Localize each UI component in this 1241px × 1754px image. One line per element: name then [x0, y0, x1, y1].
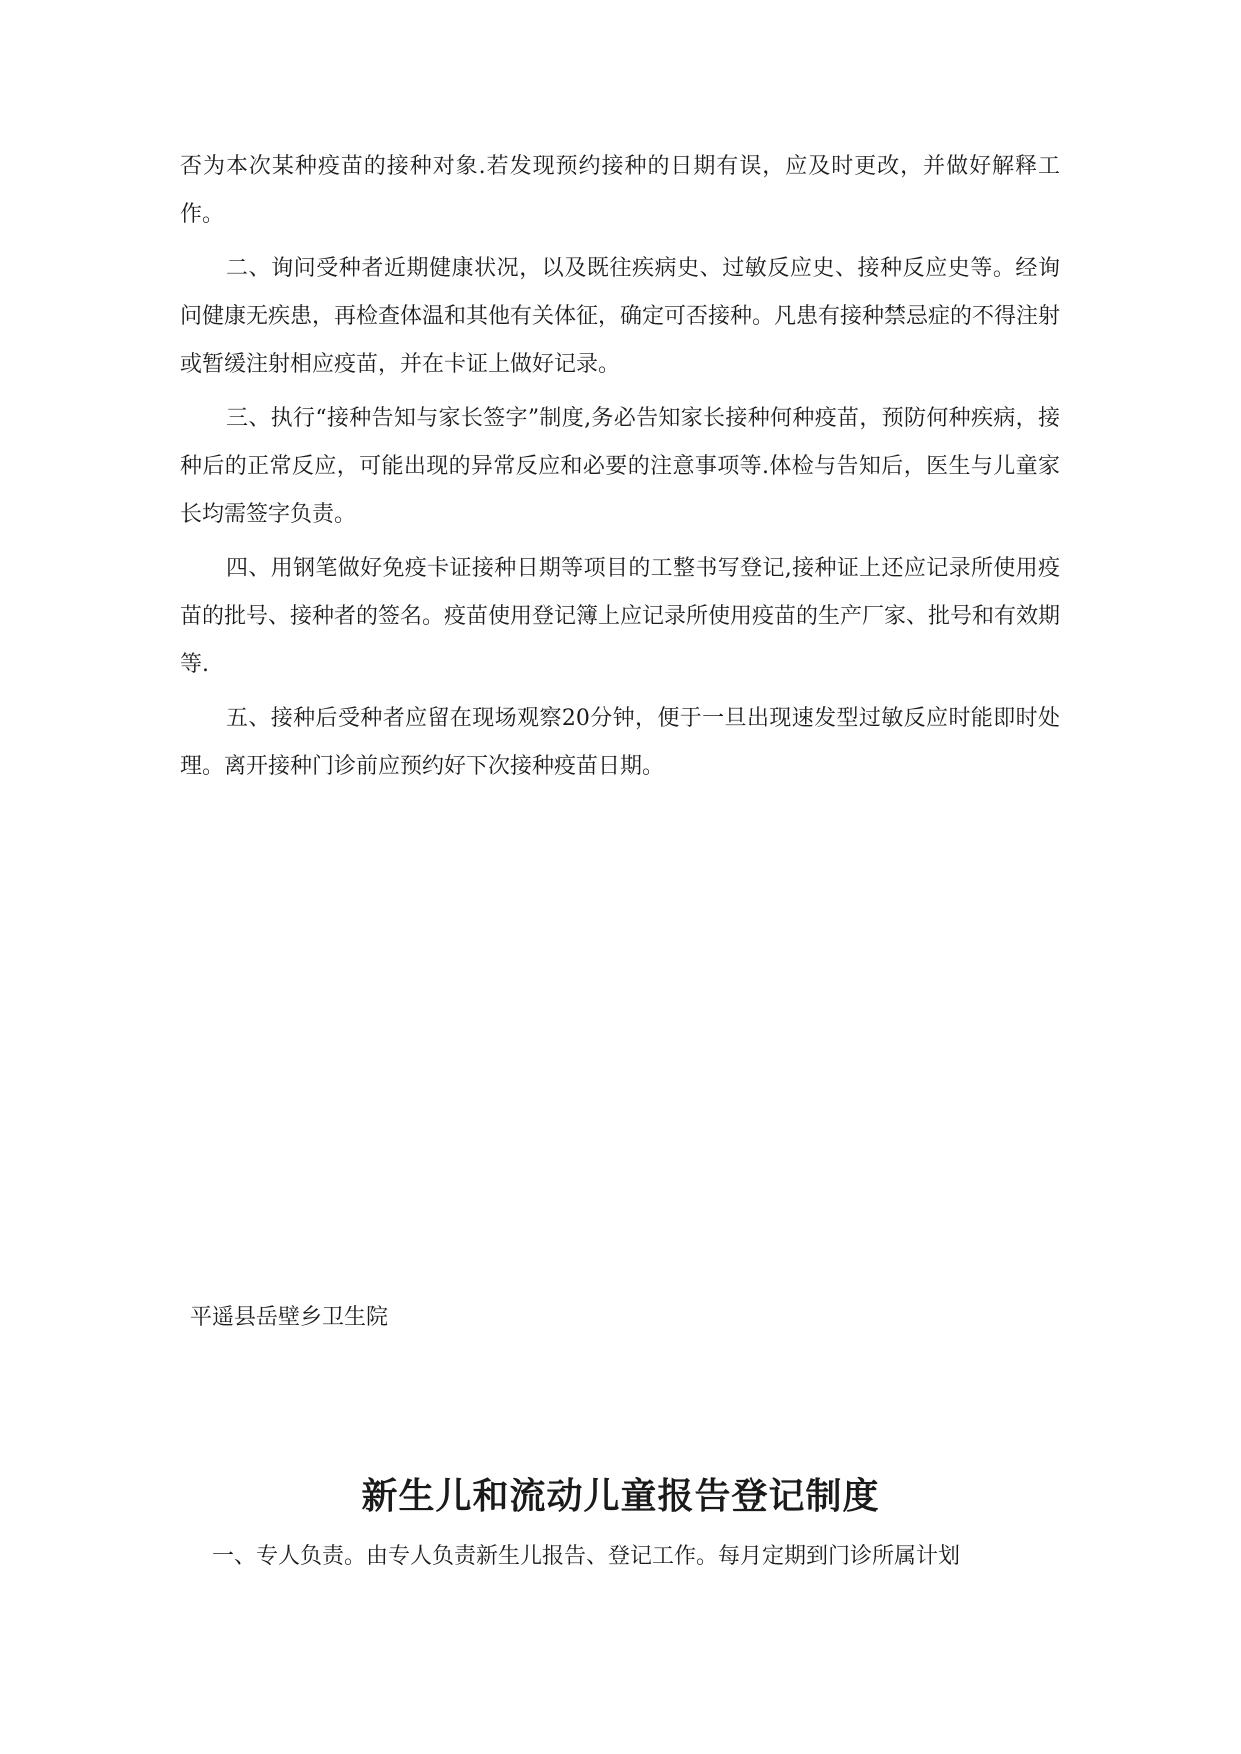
paragraph-item-3: 三、执行“接种告知与家长签字”制度,务必告知家长接种何种疫苗，预防何种疾病，接种后的正常反应，可能出现的异常反应和必要的注意事项等.体检与告知后，医生与儿童家长均需签字负责。: [180, 406, 1060, 527]
paragraph-continuation: 否为本次某种疫苗的接种对象.若发现预约接种的日期有误，应及时更改，并做好解释工作。: [180, 154, 1060, 227]
signature-organization: 平遥县岳壁乡卫生院: [190, 1305, 389, 1330]
paragraph-item-4: 四、用钢笔做好免疫卡证接种日期等项目的工整书写登记,接种证上还应记录所使用疫苗的批号、接种者的签名。疫苗使用登记簿上应记录所使用疫苗的生产厂家、批号和有效期等.: [180, 556, 1061, 677]
paragraph-item-5: 五、接种后受种者应留在现场观察20分钟，便于一旦出现速发型过敏反应时能即时处理。离开接种门诊前应预约好下次接种疫苗日期。: [180, 706, 1060, 779]
paragraph-item-2: 二、询问受种者近期健康状况，以及既往疾病史、过敏反应史、接种反应史等。经询问健康无疾患，再检查体温和其他有关体征，确定可否接种。凡患有接种禁忌症的不得注射或暂缓注射相应疫苗，并在卡证上做好记录。: [180, 256, 1061, 377]
section-title: 新生儿和流动儿童报告登记制度: [361, 1475, 880, 1517]
section-first-paragraph: 一、专人负责。由专人负责新生儿报告、登记工作。每月定期到门诊所属计划: [212, 1544, 961, 1569]
